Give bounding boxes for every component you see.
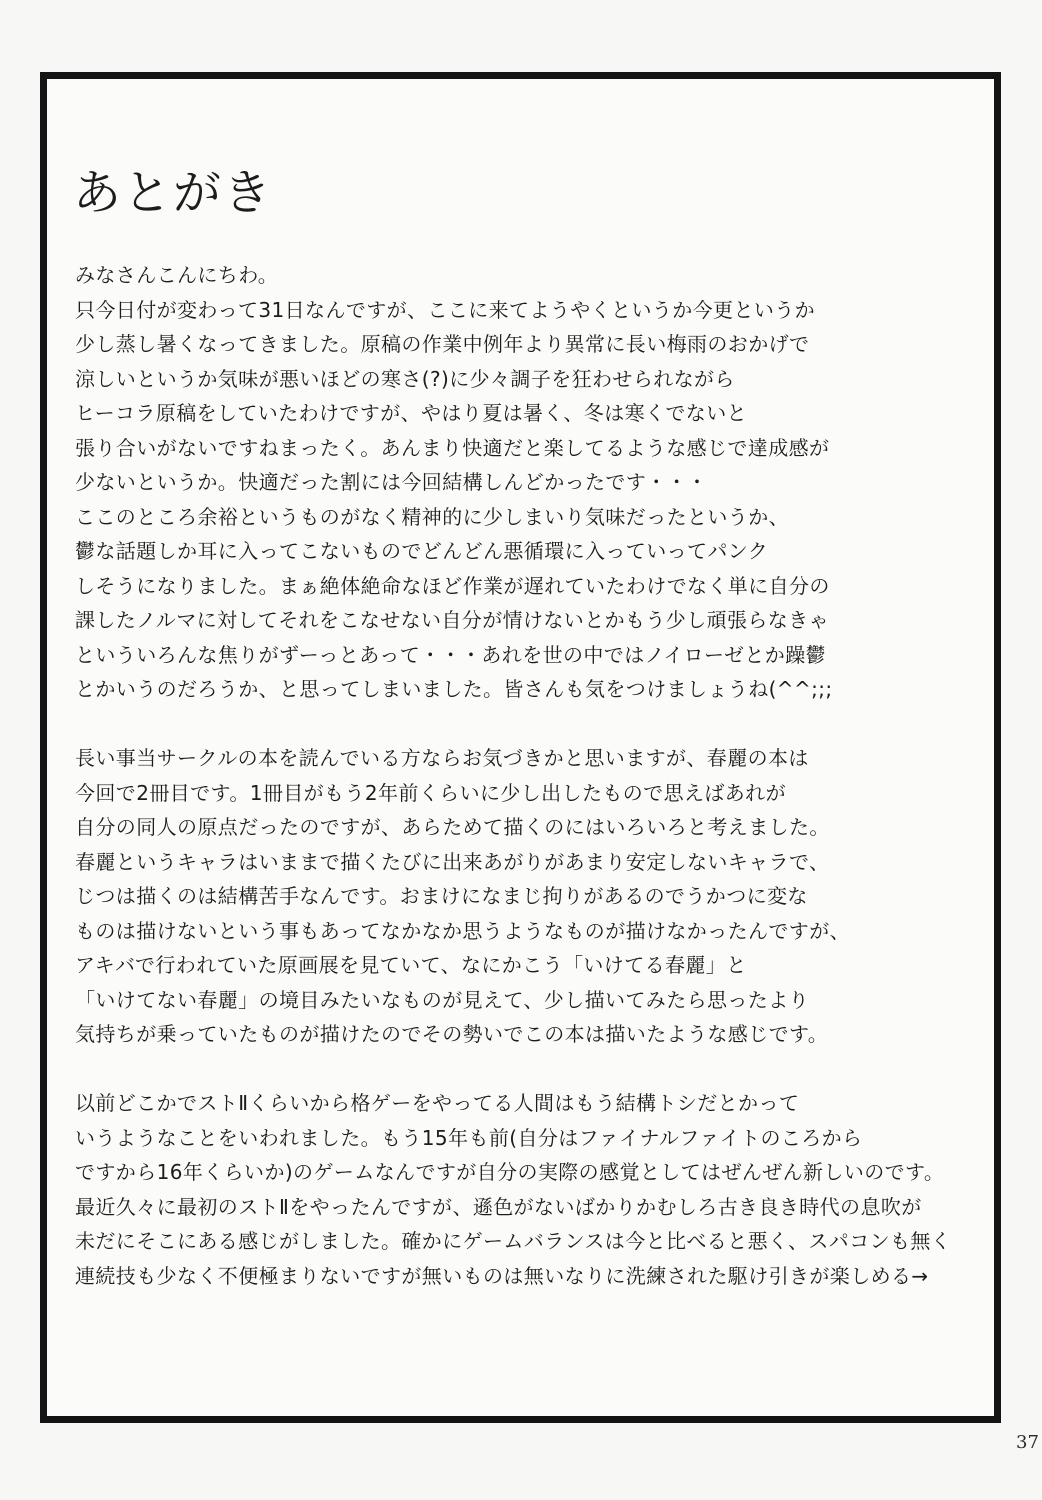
paragraph-2 bbox=[75, 741, 975, 1052]
page-title: あとがき bbox=[73, 165, 274, 221]
paragraph-3 bbox=[75, 1086, 975, 1293]
paragraph-1 bbox=[75, 258, 975, 707]
text-line: といういろんな焦りがずーっとあって・・・あれを世の中ではノイローゼとか躁鬱 bbox=[75, 642, 826, 667]
text-line: 連続技も少なく不便極まりないですが無いものは無いなりに洗練された駆け引きが楽しめる→ bbox=[75, 1263, 929, 1288]
page-frame bbox=[40, 72, 1001, 1423]
text-line: 長い事当サークルの本を読んでいる方ならお気づきかと思いますが、春麗の本は bbox=[75, 746, 809, 770]
afterword-body bbox=[75, 258, 975, 1293]
text-line: いうようなことをいわれました。もう15年も前(自分はファイナルファイトのころから bbox=[75, 1125, 863, 1150]
text-line: ですから16年くらいか)のゲームなんですが自分の実際の感覚としてはぜんぜん新しいのです。 bbox=[75, 1160, 945, 1184]
text-line: 気持ちが乗っていたものが描けたのでその勢いでこの本は描いたような感じです。 bbox=[75, 1022, 829, 1046]
text-line: みなさんこんにちわ。 bbox=[75, 263, 279, 287]
text-line: 自分の同人の原点だったのですが、あらためて描くのにはいろいろと考えました。 bbox=[75, 815, 830, 839]
text-line: 少ないというか。快適だった割には今回結構しんどかったです・・・ bbox=[75, 470, 708, 494]
text-line: 未だにそこにある感じがしました。確かにゲームバランスは今と比べると悪く、スパコンも無く bbox=[75, 1229, 952, 1253]
text-line: 課したノルマに対してそれをこなせない自分が情けないとかもう少し頑張らなきゃ bbox=[75, 608, 829, 632]
text-line: 鬱な話題しか耳に入ってこないものでどんどん悪循環に入っていってパンク bbox=[75, 539, 769, 563]
text-line: 涼しいというか気味が悪いほどの寒さ(?)に少々調子を狂わせられながら bbox=[75, 366, 735, 391]
text-line: 「いけてない春麗」の境目みたいなものが見えて、少し描いてみたら思ったより bbox=[75, 987, 809, 1012]
paragraph-gap bbox=[75, 1052, 975, 1087]
text-line: 最近久々に最初のストⅡをやったんですが、遜色がないばかりかむしろ古き良き時代の息吹が bbox=[75, 1194, 922, 1219]
text-line: 春麗というキャラはいままで描くたびに出来あがりがあまり安定しないキャラで、 bbox=[75, 849, 830, 874]
text-line: 只今日付が変わって31日なんですが、ここに来てようやくというか今更というか bbox=[75, 297, 816, 322]
text-line: 張り合いがないですねまったく。あんまり快適だと楽してるような感じで達成感が bbox=[75, 435, 830, 460]
text-line: 以前どこかでストⅡくらいから格ゲーをやってる人間はもう結構トシだとかって bbox=[75, 1091, 800, 1115]
text-line: 今回で2冊目です。1冊目がもう2年前くらいに少し出したもので思えばあれが bbox=[75, 780, 786, 805]
text-line: ヒーコラ原稿をしていたわけですが、やはり夏は暑く、冬は寒くでないと bbox=[75, 401, 747, 425]
text-line: ここのところ余裕というものがなく精神的に少しまいり気味だったというか、 bbox=[75, 504, 789, 529]
text-line: とかいうのだろうか、と思ってしまいました。皆さんも気をつけましょうね(^^;;; bbox=[75, 677, 833, 701]
text-line: じつは描くのは結構苦手なんです。おまけになまじ拘りがあるのでうかつに変な bbox=[75, 884, 808, 908]
text-line: しそうになりました。まぁ絶体絶命なほど作業が遅れていたわけでなく単に自分の bbox=[75, 573, 830, 598]
text-line: 少し蒸し暑くなってきました。原稿の作業中例年より異常に長い梅雨のおかげで bbox=[75, 332, 810, 356]
page-number: 37 bbox=[1016, 1432, 1039, 1453]
paragraph-gap bbox=[75, 707, 975, 742]
text-line: ものは描けないという事もあってなかなか思うようなものが描けなかったんですが、 bbox=[75, 918, 850, 943]
text-line: アキバで行われていた原画展を見ていて、なにかこう「いけてる春麗」と bbox=[75, 953, 747, 977]
